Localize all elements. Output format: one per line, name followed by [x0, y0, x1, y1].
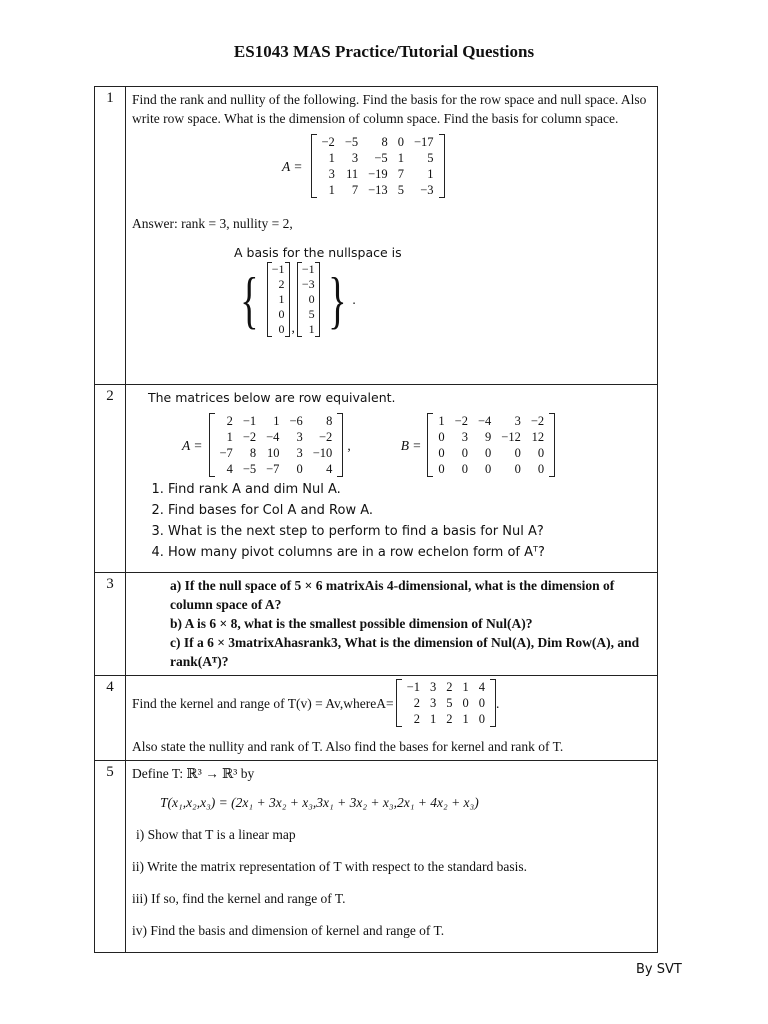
matrix-entry: −3 — [420, 183, 434, 197]
question-number: 3 — [95, 573, 126, 676]
matrix-entry: −4 — [477, 414, 492, 428]
matrix-entry: 3 — [328, 167, 335, 181]
matrix-entry: 2 — [413, 696, 420, 710]
q1-matrix-label: A = — [282, 158, 303, 174]
matrix-entry: 0 — [478, 712, 485, 726]
matrix-entry: 3 — [296, 446, 303, 460]
matrix-entry: 12 — [531, 430, 545, 444]
question-number: 2 — [95, 385, 126, 573]
q1-text: Find the rank and nullity of the following. Find the basis for the row space and null space. Also write row space. What is the dimension of column space. Find the basis for column space. — [132, 92, 647, 126]
question-number: 4 — [95, 676, 126, 761]
right-brace: } — [327, 263, 347, 335]
matrix-entry: −7 — [219, 446, 233, 460]
matrix-entry: 0 — [462, 696, 469, 710]
vector-entry: 5 — [308, 307, 315, 321]
matrix-entry: 1 — [427, 167, 434, 181]
matrix-entry: 2 — [413, 712, 420, 726]
matrix-entry: −5 — [344, 135, 359, 149]
q1-answer: Answer: rank = 3, nullity = 2, — [132, 216, 293, 231]
question-number: 5 — [95, 761, 126, 953]
nullspace-vector — [297, 262, 320, 337]
matrix-entry: −2 — [454, 414, 468, 428]
matrix-entry: −2 — [321, 135, 335, 149]
matrix-entry: 0 — [485, 462, 492, 476]
questions-table — [94, 86, 658, 953]
q2-task-list — [132, 479, 651, 563]
matrix-entry: −4 — [266, 430, 280, 444]
q4-period: . — [495, 695, 500, 711]
question-number: 1 — [95, 87, 126, 385]
q2-intro: The matrices below are row equivalent. — [148, 390, 396, 405]
matrix-entry: 8 — [326, 414, 333, 428]
footer-author: By SVT — [636, 962, 682, 977]
list-item: iii) If so, find the kernel and range of T. — [132, 891, 346, 906]
matrix-entry: −1 — [406, 680, 420, 694]
matrix-entry: 0 — [461, 446, 468, 460]
matrix-entry: −5 — [374, 151, 388, 165]
matrix-entry: 3 — [296, 430, 303, 444]
matrix-entry: −10 — [312, 446, 333, 460]
q1-matrix — [311, 134, 445, 198]
matrix-entry: −2 — [319, 430, 333, 444]
matrix-entry: −17 — [413, 135, 434, 149]
question-row-3 — [95, 573, 658, 676]
q3-part-c: c) If a 6 × 3matrixAhasrank3, What is the dimension of Nul(A), Dim Row(A), and rank(Aᵀ)? — [170, 635, 640, 669]
matrix-entry: 0 — [537, 446, 545, 460]
page-title: ES1043 MAS Practice/Tutorial Questions — [233, 42, 535, 61]
matrix-entry: 0 — [514, 446, 521, 460]
matrix-entry: −7 — [266, 462, 280, 476]
matrix-entry: 2 — [226, 414, 233, 428]
nullspace-vector — [267, 262, 290, 337]
matrix-entry: 3 — [429, 696, 437, 710]
matrix-entry: 7 — [351, 183, 359, 197]
q5-define: Define T: ℝ³ → ℝ³ by — [132, 766, 255, 781]
vector-entry: 1 — [278, 292, 285, 306]
matrix-entry: −1 — [242, 414, 257, 428]
question-row-2 — [95, 385, 658, 573]
q2-B-label: B = — [400, 437, 422, 453]
vector-entry: −1 — [301, 262, 315, 276]
vector-entry: 2 — [278, 277, 285, 291]
q4-statement — [132, 679, 651, 727]
q1-nullspace-caption: A basis for the nullspace is — [234, 245, 402, 260]
question-row-1 — [95, 87, 658, 385]
vector-entry: −3 — [301, 277, 315, 291]
question-row-5 — [95, 761, 658, 953]
matrix-entry: −2 — [530, 414, 545, 428]
matrix-entry: −6 — [289, 414, 303, 428]
q1-nullspace-basis: { −1 2 1 0 0 , −1 −3 0 5 1 } . — [240, 262, 356, 336]
matrix-entry: 1 — [462, 680, 469, 694]
matrix-entry: 2 — [446, 680, 453, 694]
list-item: iv) Find the basis and dimension of kernel and range of T. — [132, 923, 445, 938]
vector-entry: 0 — [278, 307, 285, 321]
matrix-entry: 1 — [429, 712, 437, 726]
matrix-entry: −2 — [242, 430, 257, 444]
q3-part-b: b) A is 6 × 8, what is the smallest possible dimension of Nul(A)? — [170, 616, 533, 631]
matrix-entry: 0 — [485, 446, 492, 460]
matrix-entry: 3 — [351, 151, 359, 165]
matrix-entry: 0 — [438, 462, 445, 476]
matrix-entry: −5 — [242, 462, 257, 476]
vector-entry: 0 — [278, 322, 285, 336]
matrix-entry: 0 — [461, 462, 468, 476]
q3-part-a: a) If the null space of 5 × 6 matrixAis 4-dimensional, what is the dimension of column space of A? — [170, 578, 615, 612]
q2-matrix-B — [427, 413, 555, 477]
matrix-entry: 8 — [249, 446, 257, 460]
vector-entry: −1 — [271, 262, 285, 276]
q2-matrices: A = 2 −1 1 −6 8 1 −2 −4 3 −2 −7 8 10 3 −10 4 −5 −7 0 4 , B = 1 −2 −4 3 −2 0 3 9 −12 12 0 0 0 0 0 0 0 0 0 0 — [182, 413, 651, 477]
matrix-entry: 10 — [266, 446, 280, 460]
matrix-entry: 0 — [537, 462, 545, 476]
matrix-entry: −12 — [501, 430, 521, 444]
matrix-entry: 1 — [328, 183, 335, 197]
matrix-entry: 0 — [478, 696, 485, 710]
matrix-entry: 4 — [226, 462, 233, 476]
matrix-entry: −19 — [368, 167, 388, 181]
matrix-entry: 1 — [397, 151, 404, 165]
matrix-entry: 5 — [446, 696, 453, 710]
list-item: 4. How many pivot columns are in a row echelon form of Aᵀ? — [168, 542, 651, 563]
q2-matrix-A — [209, 413, 344, 477]
matrix-entry: −13 — [368, 183, 388, 197]
matrix-entry: 1 — [438, 414, 445, 428]
q1-matrix-block — [282, 134, 651, 198]
matrix-entry: 4 — [478, 680, 485, 694]
matrix-entry: 3 — [514, 414, 521, 428]
matrix-entry: 0 — [438, 430, 445, 444]
matrix-entry: 0 — [438, 446, 445, 460]
matrix-entry: 0 — [514, 462, 521, 476]
matrix-entry: 3 — [461, 430, 468, 444]
matrix-entry: 0 — [397, 135, 404, 149]
left-brace: { — [240, 263, 259, 335]
matrix-entry: 11 — [346, 167, 359, 181]
matrix-entry: 9 — [485, 430, 492, 444]
matrix-entry: 3 — [429, 680, 437, 694]
vector-entry: 0 — [308, 292, 315, 306]
matrix-entry: 1 — [273, 414, 280, 428]
matrix-entry: 0 — [296, 462, 303, 476]
vector-entry: 1 — [308, 322, 315, 336]
list-item: i) Show that T is a linear map — [136, 827, 296, 842]
question-row-4 — [95, 676, 658, 761]
q4-text: Find the kernel and range of T(v) = Av,whereA= — [132, 695, 394, 711]
q4-matrix — [396, 679, 496, 727]
matrix-entry: 1 — [462, 712, 469, 726]
matrix-entry: 4 — [326, 462, 333, 476]
matrix-entry: 1 — [328, 151, 335, 165]
list-item: 3. What is the next step to perform to find a basis for Nul A? — [168, 521, 651, 542]
q4-text2: Also state the nullity and rank of T. Also find the bases for kernel and rank of T. — [132, 739, 564, 754]
q5-formula: T(x₁,x₂,x₃) = (2x₁ + 3x₂ + x₃,3x₁ + 3x₂ + x₃,2x₁ + 4x₂ + x₃) — [160, 795, 479, 810]
matrix-entry: 2 — [446, 712, 453, 726]
list-item: ii) Write the matrix representation of T with respect to the standard basis. — [132, 859, 527, 874]
list-item: 1. Find rank A and dim Nul A. — [168, 479, 651, 500]
matrix-entry: 5 — [397, 183, 404, 197]
q2-A-label: A = — [182, 437, 203, 453]
matrix-entry: 7 — [397, 167, 404, 181]
list-item: 2. Find bases for Col A and Row A. — [168, 500, 651, 521]
matrix-entry: 1 — [226, 430, 233, 444]
matrix-entry: 8 — [381, 135, 388, 149]
q5-task-list — [132, 825, 651, 940]
matrix-entry: 5 — [427, 151, 434, 165]
